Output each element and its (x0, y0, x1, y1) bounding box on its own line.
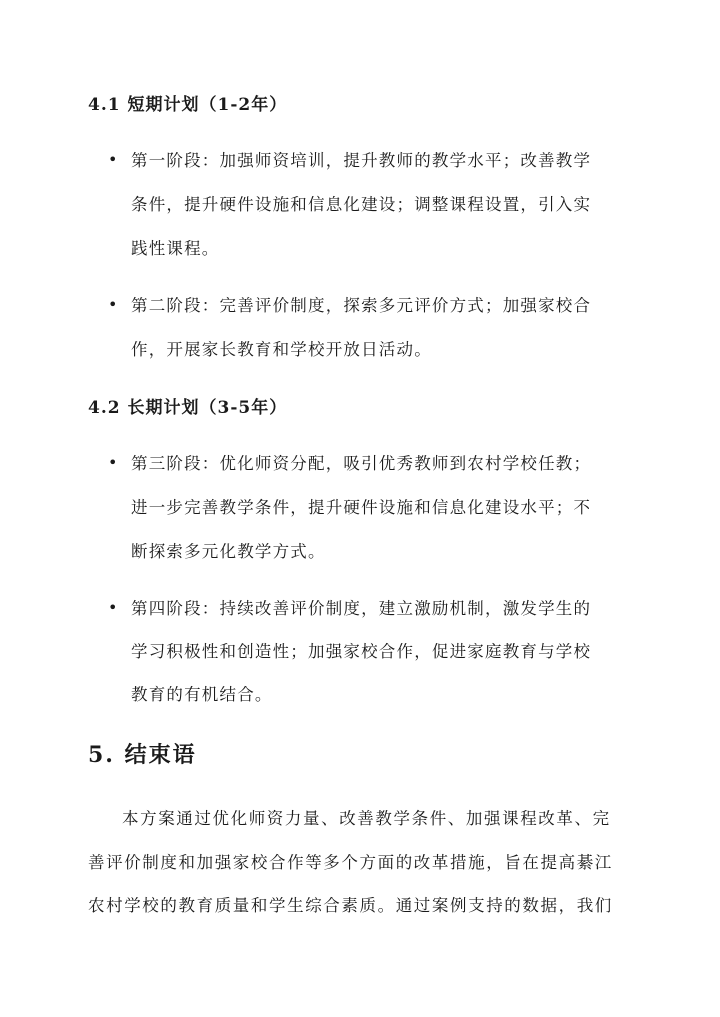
list-item-line: 教育的有机结合。 (131, 685, 273, 704)
paragraph-line: 善评价制度和加强家校合作等多个方面的改革措施，旨在提高綦江 (88, 853, 613, 872)
paragraph-line: 农村学校的教育质量和学生综合素质。通过案例支持的数据，我们 (88, 896, 613, 915)
paragraph-line: 本方案通过优化师资力量、改善教学条件、加强课程改革、完 (122, 809, 611, 828)
bullet-icon: • (108, 295, 118, 314)
list-item-line: 第二阶段：完善评价制度，探索多元评价方式；加强家校合 (131, 296, 592, 315)
section-heading-4-2: 4.2 长期计划（3-5年） (88, 398, 288, 418)
section-heading-5: 5. 结束语 (88, 742, 197, 768)
list-item-line: 作，开展家长教育和学校开放日活动。 (131, 340, 432, 359)
bullet-icon: • (108, 453, 118, 472)
list-item-line: 第三阶段：优化师资分配，吸引优秀教师到农村学校任教； (131, 454, 592, 473)
section-heading-4-1: 4.1 短期计划（1-2年） (88, 95, 288, 115)
list-item-line: 断探索多元化教学方式。 (131, 542, 326, 561)
list-item-line: 践性课程。 (131, 239, 220, 258)
bullet-icon: • (108, 150, 118, 169)
list-item-line: 进一步完善教学条件，提升硬件设施和信息化建设水平；不 (131, 498, 592, 517)
list-item-line: 条件，提升硬件设施和信息化建设；调整课程设置，引入实 (131, 195, 592, 214)
list-item-line: 第一阶段：加强师资培训，提升教师的教学水平；改善教学 (131, 151, 592, 170)
bullet-icon: • (108, 598, 118, 617)
list-item-line: 第四阶段：持续改善评价制度，建立激励机制，激发学生的 (131, 599, 592, 618)
list-item-line: 学习积极性和创造性；加强家校合作，促进家庭教育与学校 (131, 642, 592, 661)
